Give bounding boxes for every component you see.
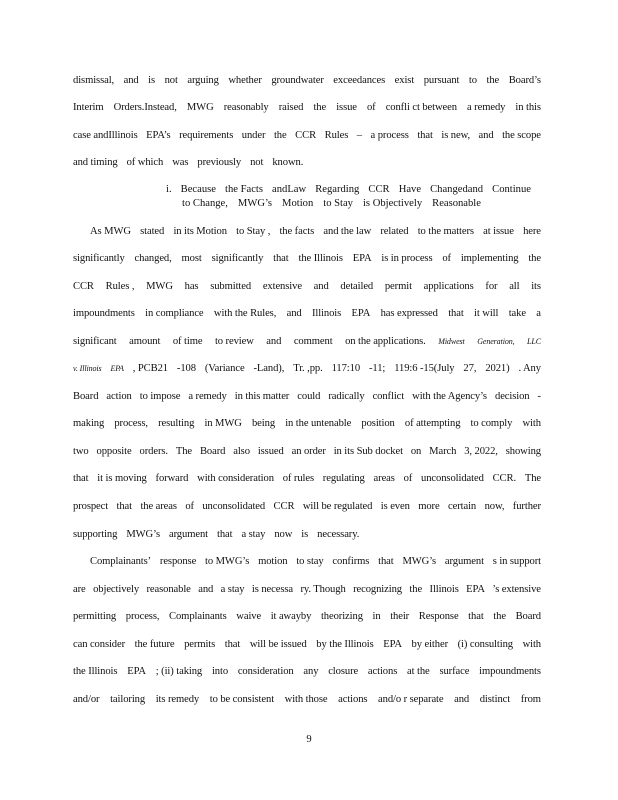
text-segment: (Variance [204,363,245,374]
text-segment: it is moving [97,473,147,484]
text-segment: surface [439,666,470,677]
text-segment: is [301,529,309,540]
text-segment: of [403,473,413,484]
text-segment: ; (ii) taking [155,666,203,677]
text-segment: 27, [463,363,477,374]
text-segment: to [468,75,477,86]
text-segment: not [250,157,264,168]
text-segment: with those [284,694,328,705]
text-segment: CCR. [492,473,517,484]
text-segment: resulting [158,418,195,429]
text-segment: pursuant [423,75,460,86]
text-segment: known. [272,157,304,168]
text-segment: permitting [73,611,117,622]
text-segment: of [366,102,376,113]
text-segment: decision [495,391,530,402]
text-segment: theorizing [320,611,363,622]
text-segment: requirements [179,130,234,141]
text-segment: to comply [470,418,513,429]
text-segment: will be regulated [302,501,373,512]
text-segment: in compliance [145,308,204,319]
text-segment: with consideration [197,473,274,484]
text-segment: Rules [324,130,349,141]
text-segment: take [508,308,526,319]
text-segment: a remedy [188,391,227,402]
text-segment: motion [258,556,288,567]
text-segment: actions [338,694,368,705]
text-segment: process, [114,418,148,429]
text-segment: related [380,226,409,237]
text-segment: position [361,418,395,429]
text-segment: MWG’s [126,529,160,540]
text-segment: of time [172,336,203,347]
text-segment: their [390,611,410,622]
text-segment: certain [448,501,477,512]
citation-text: Generation, [477,337,515,346]
text-segment: permit [384,281,412,292]
text-segment: making [73,418,105,429]
text-line [73,528,359,542]
text-segment: orders. [139,446,168,457]
text-segment: amount [129,336,161,347]
text-segment: arguing [187,75,219,86]
text-segment: The [175,446,193,457]
text-line [73,335,541,349]
text-segment: (i) consulting [457,639,513,650]
text-segment: is new, [441,130,470,141]
section-heading [166,183,531,211]
text-segment: the Illinois [73,666,118,677]
text-segment: confirms [332,556,370,567]
text-segment: detailed [340,281,374,292]
text-segment: to stay [296,556,324,567]
text-segment: consideration [237,666,294,677]
text-segment: the Illinois [298,253,343,264]
text-segment: EPA [352,253,372,264]
text-segment: Interim [73,102,104,113]
text-segment: further [512,501,541,512]
text-segment: now [274,529,293,540]
text-segment: 119:6 -15(July [394,363,455,374]
text-segment: the areas [140,501,177,512]
text-segment: most [181,253,202,264]
text-segment: the future [134,639,175,650]
text-segment: opposite [96,446,132,457]
text-segment: prospect [73,501,109,512]
text-segment: being [251,418,276,429]
text-segment: whether [228,75,262,86]
text-segment: CCR [295,130,317,141]
text-segment: showing [505,446,541,457]
text-segment: the [313,102,327,113]
text-line [73,390,541,404]
text-segment: was [172,157,189,168]
text-segment: dismissal, [73,75,115,86]
heading-word: Regarding [315,184,360,195]
text-segment: Orders.Instead, [113,102,177,113]
text-segment: in [372,611,381,622]
text-segment: Complainants’ [90,556,152,567]
text-segment: that [468,611,484,622]
heading-word: Have [398,184,422,195]
text-segment: a [536,308,541,319]
text-segment: issued [257,446,284,457]
text-segment: Board’s [508,75,541,86]
text-segment: s in support [492,556,541,567]
text-line [73,665,541,679]
text-segment: EPA [466,584,485,595]
text-segment: that [224,639,241,650]
text-segment: applications [423,281,474,292]
text-segment: Complainants [169,611,227,622]
text-segment: that [448,308,464,319]
text-segment: on [410,446,422,457]
text-segment: to Stay , [236,226,271,237]
heading-word: Motion [282,198,314,209]
text-segment: unconsolidated [202,501,266,512]
text-segment: comment [293,336,333,347]
text-segment: raised [278,102,304,113]
text-segment: in its Motion [173,226,227,237]
text-segment: its [531,281,541,292]
text-segment: the [273,130,287,141]
text-segment: and [286,308,302,319]
citation-text: Midwest [438,337,465,346]
text-segment: radically [328,391,365,402]
text-segment: and [123,75,139,86]
text-segment: March [429,446,457,457]
text-segment: -108 [176,363,196,374]
text-segment: Illinois [429,584,459,595]
text-segment: will be issued [249,639,307,650]
text-segment: CCR [273,501,295,512]
text-segment: is necessa [251,584,293,595]
text-segment: waive [236,611,262,622]
text-segment: MWG’s [402,556,437,567]
text-segment: Board [515,611,541,622]
text-segment: to review [214,336,254,347]
section-heading-line-1 [166,183,531,197]
text-segment: tailoring [110,694,146,705]
text-segment: submitted [210,281,252,292]
text-segment: process, [125,611,160,622]
heading-word: is Objectively [362,198,423,209]
text-segment: has [184,281,199,292]
text-segment: with the Rules, [213,308,277,319]
text-segment: and [198,584,214,595]
text-segment: and/o r separate [378,694,444,705]
heading-word: andLaw [272,184,307,195]
text-segment: more [418,501,440,512]
text-segment: all [509,281,520,292]
text-segment: is in process [381,253,433,264]
text-segment: is even [380,501,410,512]
text-segment: a stay [220,584,245,595]
text-segment: the scope [502,130,541,141]
text-segment: the [486,75,500,86]
text-segment: and [313,281,329,292]
text-segment: by the Illinois [316,639,374,650]
text-segment: any [303,666,319,677]
text-segment: of which [126,157,164,168]
text-segment: it awayby [270,611,312,622]
text-segment: reasonably [223,102,269,113]
text-line [73,638,541,652]
text-segment: EPA [351,308,371,319]
text-segment: on the applications. [345,336,426,347]
text-segment: previously [197,157,242,168]
text-segment: case andIllinois [73,130,138,141]
text-segment: recognizing [353,584,402,595]
text-segment: in MWG [204,418,242,429]
text-segment: actions [367,666,398,677]
text-segment: necessary. [317,529,360,540]
text-segment: and timing [73,157,118,168]
text-line [73,583,541,597]
text-line [73,445,541,459]
text-line [90,225,541,239]
text-segment: with the Agency’s [412,391,487,402]
text-segment: closure [328,666,359,677]
text-segment: and [478,130,494,141]
text-line [73,472,541,486]
text-segment: objectively [93,584,140,595]
text-segment: permits [184,639,216,650]
text-segment: a remedy [467,102,506,113]
text-segment: areas [373,473,395,484]
text-segment: with [522,639,541,650]
text-line [90,555,541,569]
text-segment: in the untenable [285,418,352,429]
text-segment: and [266,336,282,347]
text-line [73,252,541,266]
section-heading-line-2 [166,197,531,211]
text-segment: CCR [73,281,94,292]
text-segment: - [537,391,541,402]
text-segment: exceedances [333,75,386,86]
text-segment: it will [474,308,499,319]
text-segment: under [241,130,266,141]
text-segment: argument [444,556,484,567]
text-segment: significant [73,336,117,347]
text-segment: EPA [127,666,146,677]
text-segment: from [520,694,541,705]
text-line [73,129,541,143]
text-segment: ’s extensive [492,584,541,595]
page-number: 9 [306,734,312,745]
text-segment: and the law [323,226,372,237]
citation-text: v. Illinois [73,364,102,373]
text-segment: that [216,529,233,540]
text-segment: 117:10 [331,363,361,374]
text-segment: that [73,473,89,484]
text-segment: -Land), [253,363,285,374]
text-segment: significantly [73,253,125,264]
text-segment: the [493,611,506,622]
text-segment: The [524,473,541,484]
heading-word: MWG’s [237,198,273,209]
text-segment: MWG [186,102,214,113]
text-line [73,362,541,376]
text-segment: not [164,75,178,86]
heading-word: CCR [368,184,390,195]
text-line [73,74,541,88]
text-segment: Board [199,446,226,457]
text-segment: the [528,253,541,264]
text-segment: Board [73,391,99,402]
text-segment: stated [140,226,165,237]
text-segment: conflict [372,391,405,402]
text-segment: are [73,584,86,595]
text-segment: that [116,501,133,512]
text-segment: now, [484,501,505,512]
text-segment: the facts [279,226,315,237]
text-segment: that [378,556,394,567]
text-segment: As MWG [90,226,131,237]
text-segment: exist [394,75,415,86]
text-segment: 2021) [485,363,510,374]
text-segment: with [522,418,541,429]
text-segment: its remedy [155,694,200,705]
text-segment: a stay [241,529,266,540]
text-line [73,693,541,707]
text-segment: also [233,446,250,457]
text-segment: MWG [146,281,173,292]
text-segment: for [485,281,498,292]
text-segment: of [185,501,194,512]
text-segment: of [442,253,451,264]
citation-text: LLC [527,337,541,346]
heading-word: Changedand [430,184,484,195]
text-segment: action [106,391,132,402]
text-segment: extensive [262,281,302,292]
text-segment: and/or [73,694,100,705]
text-segment: of rules [282,473,314,484]
text-segment: Rules , [105,281,135,292]
text-segment: issue [336,102,357,113]
heading-word: i. [166,184,172,195]
text-line [73,156,303,170]
text-segment: an order [291,446,326,457]
text-segment: that [273,253,289,264]
citation-text: EPA [110,364,124,373]
text-line [73,610,541,624]
text-segment: changed, [134,253,172,264]
text-segment: impoundments [73,308,135,319]
text-segment: forward [155,473,189,484]
text-segment: EPA’s [146,130,171,141]
text-segment: can consider [73,639,126,650]
text-segment: confli ct between [385,102,457,113]
text-segment: to MWG’s [205,556,250,567]
text-segment: to be consistent [209,694,275,705]
text-segment: response [159,556,197,567]
text-segment: ry. Though [300,584,346,595]
text-segment: Response [418,611,459,622]
text-segment: is [148,75,156,86]
text-segment: into [211,666,229,677]
heading-word: the Facts [225,184,263,195]
text-segment: 3, 2022, [464,446,498,457]
text-segment: to impose [139,391,181,402]
text-segment: reasonable [146,584,191,595]
text-line [73,101,541,115]
text-line [73,280,541,294]
text-segment: impoundments [479,666,541,677]
text-segment: has expressed [380,308,438,319]
text-segment: . Any [518,363,541,374]
text-segment: at issue [483,226,514,237]
text-line [73,500,541,514]
heading-word: Reasonable [432,198,481,209]
text-line [73,417,541,431]
text-segment: could [297,391,321,402]
text-segment: by either [411,639,449,650]
text-segment: the [409,584,423,595]
text-segment: significantly [211,253,264,264]
text-segment: EPA [383,639,402,650]
text-segment: in this matter [234,391,290,402]
text-segment: supporting [73,529,118,540]
text-segment: Tr. ,pp. [293,363,323,374]
text-segment: unconsolidated [421,473,484,484]
heading-word: Continue [492,184,531,195]
heading-word: to Stay [323,198,353,209]
text-segment: argument [168,529,208,540]
text-segment: groundwater [271,75,324,86]
text-segment: , PCB21 [132,363,168,374]
text-segment: two [73,446,89,457]
heading-word: to Change, [182,198,228,209]
text-segment: and [454,694,470,705]
text-segment: in this [515,102,541,113]
text-segment: -11; [368,363,386,374]
text-segment: a process [370,130,409,141]
text-segment: – [356,130,362,141]
heading-word: Because [180,184,216,195]
text-segment: that [417,130,433,141]
text-segment: implementing [460,253,519,264]
text-segment: Illinois [311,308,342,319]
text-segment: in its Sub docket [333,446,403,457]
text-segment: at the [407,666,430,677]
text-segment: regulating [322,473,365,484]
text-segment: of attempting [404,418,461,429]
text-segment: here [523,226,541,237]
text-segment: to the matters [417,226,474,237]
text-line [73,307,541,321]
text-segment: distinct [479,694,511,705]
